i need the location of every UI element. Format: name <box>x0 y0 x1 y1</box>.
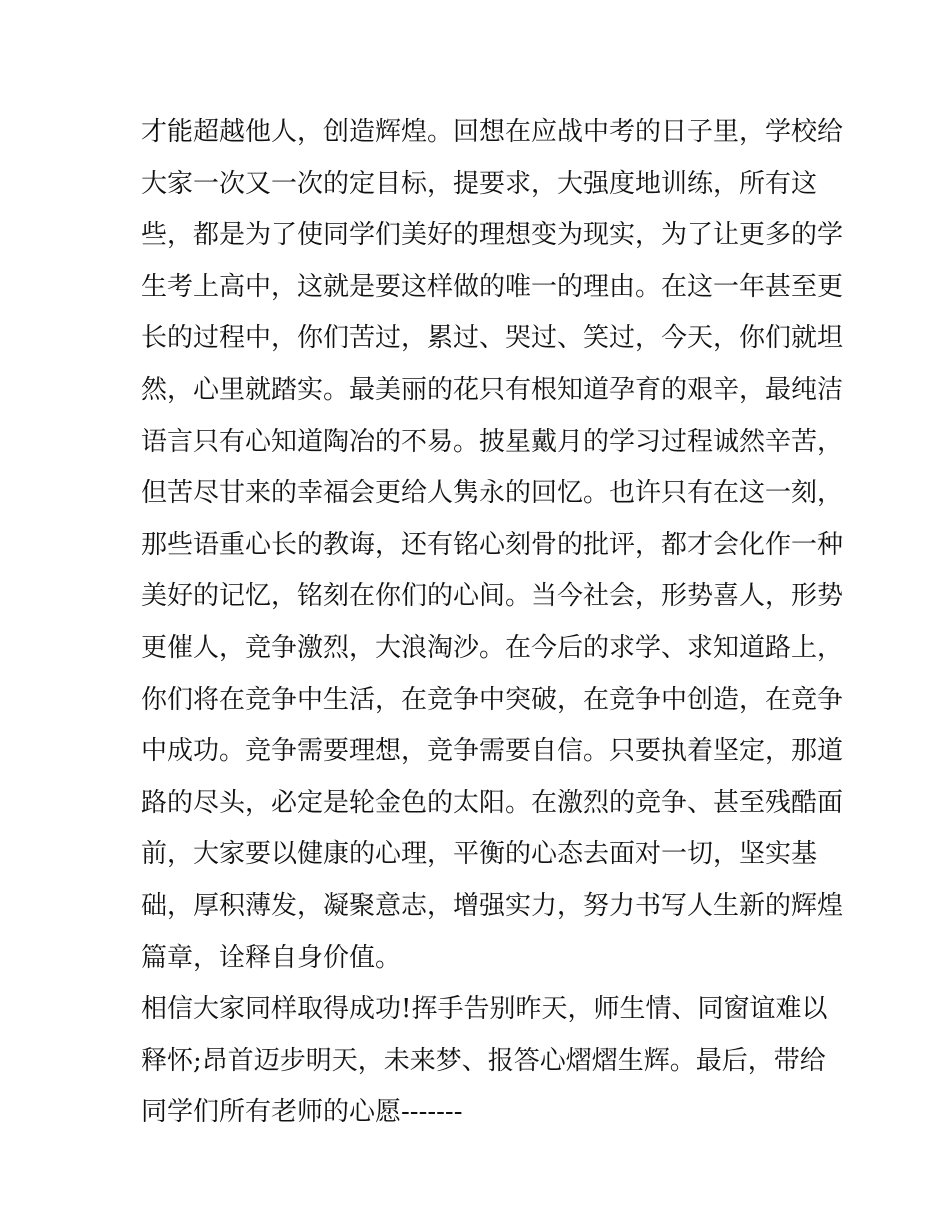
text-line: 前，大家要以健康的心理，平衡的心态去面对一切，坚实基 <box>141 839 818 870</box>
text-line: 但苦尽甘来的幸福会更给人隽永的回忆。也许只有在这一刻， <box>141 478 844 509</box>
text-line: 些，都是为了使同学们美好的理想变为现实，为了让更多的学 <box>141 220 844 251</box>
text-line: 同学们所有老师的心愿------- <box>141 1097 463 1128</box>
text-line: 中成功。竞争需要理想，竞争需要自信。只要执着坚定，那道 <box>141 736 844 767</box>
text-line: 你们将在竞争中生活，在竞争中突破，在竞争中创造，在竞争 <box>141 684 844 715</box>
text-line: 美好的记忆，铭刻在你们的心间。当今社会，形势喜人，形势 <box>141 581 844 612</box>
text-line: 础，厚积薄发，凝聚意志，增强实力，努力书写人生新的辉煌 <box>141 890 844 921</box>
text-line: 大家一次又一次的定目标，提要求，大强度地训练，所有这 <box>141 168 818 199</box>
text-line: 那些语重心长的教诲，还有铭心刻骨的批评，都才会化作一种 <box>141 529 844 560</box>
text-line: 长的过程中，你们苦过，累过、哭过、笑过，今天，你们就坦 <box>141 323 844 354</box>
text-line: 相信大家同样取得成功!挥手告别昨天，师生情、同窗谊难以 <box>141 994 828 1025</box>
text-line: 语言只有心知道陶冶的不易。披星戴月的学习过程诚然辛苦， <box>141 426 844 457</box>
body-text <box>141 107 844 1139</box>
text-line: 生考上高中，这就是要这样做的唯一的理由。在这一年甚至更 <box>141 271 844 302</box>
text-line: 然，心里就踏实。最美丽的花只有根知道孕育的艰辛，最纯洁 <box>141 374 844 405</box>
text-line: 更催人，竞争激烈，大浪淘沙。在今后的求学、求知道路上， <box>141 632 844 663</box>
text-line: 路的尽头，必定是轮金色的太阳。在激烈的竞争、甚至残酷面 <box>141 787 844 818</box>
text-line: 释怀;昂首迈步明天，未来梦、报答心熠熠生辉。最后，带给 <box>141 1045 826 1076</box>
text-line: 篇章，诠释自身价值。 <box>141 942 402 973</box>
text-line: 才能超越他人，创造辉煌。回想在应战中考的日子里，学校给 <box>141 117 844 147</box>
